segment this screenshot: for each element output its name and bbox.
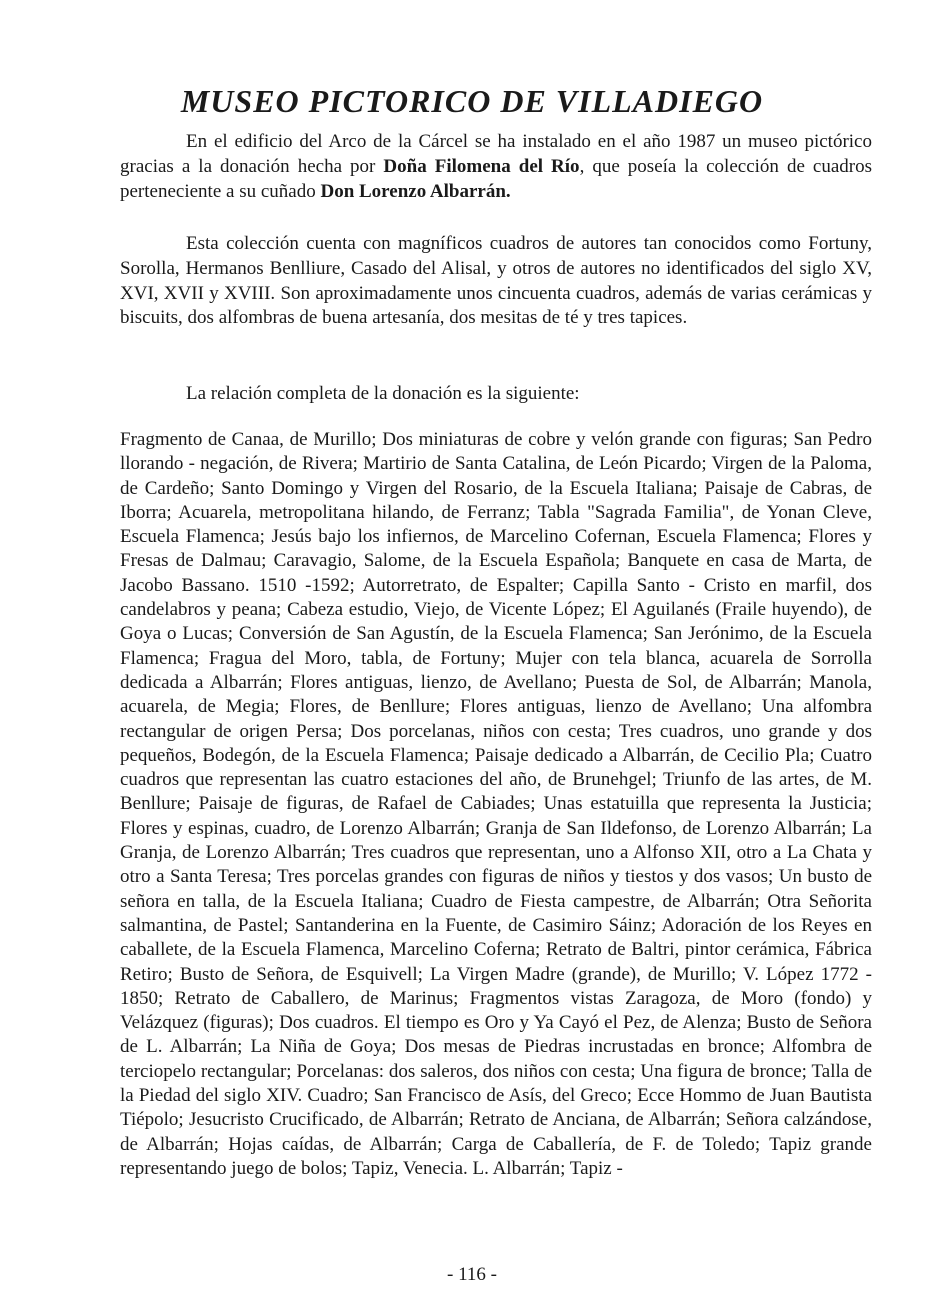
- page-title: MUSEO PICTORICO DE VILLADIEGO: [180, 83, 764, 120]
- collection-owner-name: Don Lorenzo Albarrán.: [320, 180, 511, 202]
- page-number: - 116 -: [447, 1264, 497, 1285]
- intro-text-1: En el edificio del Arco de la Cárcel se ha instalado en el año 1987 un museo pictórico gracias a la donación hecha por: [120, 131, 872, 177]
- donation-list-paragraph: Fragmento de Canaa, de Murillo; Dos miniaturas de cobre y velón grande con figuras; San Pedro llorando - negación, de Rivera; Martirio de Santa Catalina, de León Picardo; Virgen de la Paloma, de Cardeño; Santo Domingo y Virgen del Rosario, de la Escuela Italiana; Paisaje de Cabras, de Iborra; Acuarela, metropolitana hilando, de Ferranz; Tabla "Sagrada Familia", de Yonan Cleve, Escuela Flamenca; Jesús bajo los infiernos, de Marcelino Cofernan, Escuela Flamenca; Flores y Fresas de Dalmau; Caravagio, Salome, de la Escuela Española; Banquete en casa de Marta, de Jacobo Bassano. 1510 -1592; Autorretrato, de Espalter; Capilla Santo - Cristo en marfil, dos candelabros y peana; Cabeza estudio, Viejo, de Vicente López; El Aguilanés (Fraile huyendo), de Goya o Lucas; Conversión de San Agustín, de la Escuela Flamenca; San Jerónimo, de la Escuela Flamenca; Fragua del Moro, tabla, de Fortuny; Mujer con tela blanca, acuarela de Sorrolla dedicada a Albarrán; Flores antiguas, lienzo, de Avellano; Puesta de Sol, de Albarrán; Manola, acuarela, de Megia; Flores, de Benllure; Flores antiguas, lienzo de Avellano; Una alfombra rectangular de origen Persa; Dos porcelanas, niños con cesta; Tres cuadros, uno grande y dos pequeños, Bodegón, de la Escuela Flamenca; Paisaje dedicado a Albarrán, de Cecilio Pla; Cuatro cuadros que representan las cuatro estaciones del año, de Brunehgel; Triunfo de las artes, de M. Benllure; Paisaje de figuras, de Rafael de Cabiades; Unas estatuilla que representa la Justicia; Flores y espinas, cuadro, de Lorenzo Albarrán; Granja de San Ildefonso, de Lorenzo Albarrán; La Granja, de Lorenzo Albarrán; Tres cuadros que representan, uno a Alfonso XII, otro a La Chata y otro a Santa Teresa; Tres porcelas grandes con figuras de niños y tiestos y dos vasos; Un busto de señora en talla, de la Escuela Italiana; Cuadro de Fiesta campestre, de Albarrán; Otra Señorita salmantina, de Pastel; Santanderina en la Fuente, de Casimiro Sáinz; Adoración de los Reyes en caballete, de la Escuela Flamenca, Marcelino Coferna; Retrato de Baltri, pintor cerámica, Fábrica Retiro; Busto de Señora, de Esquivell; La Virgen Madre (grande), de Murillo; V. López 1772 - 1850; Retrato de Caballero, de Marinus; Fragmentos vistas Zaragoza, de Moro (fondo) y Velázquez (figuras); Dos cuadros. El tiempo es Oro y Ya Cayó el Pez, de Alenza; Busto de Señora de L. Albarrán; La Niña de Goya; Dos mesas de Piedras incrustadas en bronce; Alfombra de terciopelo rectangular; Porcelanas: dos saleros, dos niños con cesta; Una figura de bronce; Talla de la Piedad del siglo XIV. Cuadro; San Francisco de Asís, del Greco; Ecce Hommo de Juan Bautista Tiépolo; Jesucristo Crucificado, de Albarrán; Retrato de Anciana, de Albarrán; Señora calzándose, de Albarrán; Hojas caídas, de Albarrán; Carga de Caballería, de F. de Toledo; Tapiz grande representando juego de bolos; Tapiz, Venecia. L. Albarrán; Tapiz -: [120, 429, 872, 1179]
- donor-name: Doña Filomena del Río: [383, 155, 580, 177]
- collection-description-paragraph: Esta colección cuenta con magníficos cuadros de autores tan conocidos como Fortuny, Sorolla, Hermanos Benlliure, Casado del Alisal, y otros de autores no identificados del siglo XV, XVI, XVII y XVIII. Son aproximadamente unos cincuenta cuadros, además de varias cerámicas y biscuits, dos alfombras de buena artesanía, dos mesitas de té y tres tapices.: [120, 233, 872, 329]
- intro-text-2: , que poseía la colección de cuadros perteneciente a su cuñado: [120, 155, 872, 202]
- intro-paragraph: [120, 130, 872, 204]
- donation-intro-paragraph: La relación completa de la donación es la siguiente:: [186, 383, 580, 404]
